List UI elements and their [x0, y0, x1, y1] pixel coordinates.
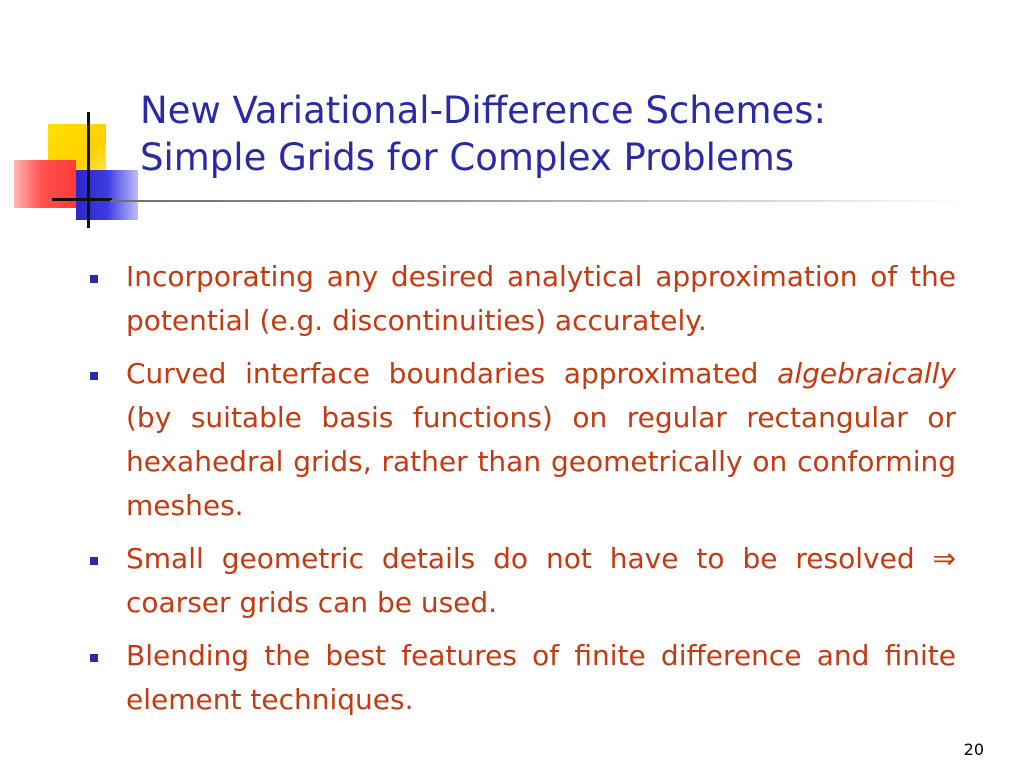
- bullet-text: Incorporating any desired analytical approximation of the potential (e.g. discontinuities) accurately.: [126, 260, 956, 337]
- bullet-text-continued: (by suitable basis functions) on regular rectangular or hexahedral grids, rather than geometrically on conforming meshes.: [126, 401, 956, 522]
- bullet-item: [86, 352, 956, 528]
- horizontal-line: [52, 198, 112, 201]
- title-line-1: New Variational-Difference Schemes:: [140, 89, 827, 132]
- bullet-list: [86, 255, 956, 731]
- bullet-text: Blending the best features of finite difference and finite element techniques.: [126, 639, 956, 716]
- blue-block: [76, 170, 138, 220]
- bullet-emphasis: algebraically: [777, 357, 956, 390]
- bullet-text: Small geometric details do not have to be resolved: [126, 542, 933, 575]
- bullet-square-icon: [90, 654, 98, 662]
- vertical-line: [87, 112, 90, 228]
- bullet-square-icon: [90, 557, 98, 565]
- bullet-item: [86, 537, 956, 625]
- decorative-logo: [0, 0, 160, 240]
- slide-title: [140, 87, 980, 181]
- title-line-2: Simple Grids for Complex Problems: [140, 136, 795, 179]
- bullet-text-continued: ⇒ coarser grids can be used.: [126, 542, 956, 619]
- bullet-item: [86, 634, 956, 722]
- bullet-text: Curved interface boundaries approximated: [126, 357, 778, 390]
- page-number: 20: [963, 740, 984, 759]
- bullet-square-icon: [90, 372, 98, 380]
- bullet-square-icon: [90, 275, 98, 283]
- bullet-item: [86, 255, 956, 343]
- title-divider: [110, 200, 970, 202]
